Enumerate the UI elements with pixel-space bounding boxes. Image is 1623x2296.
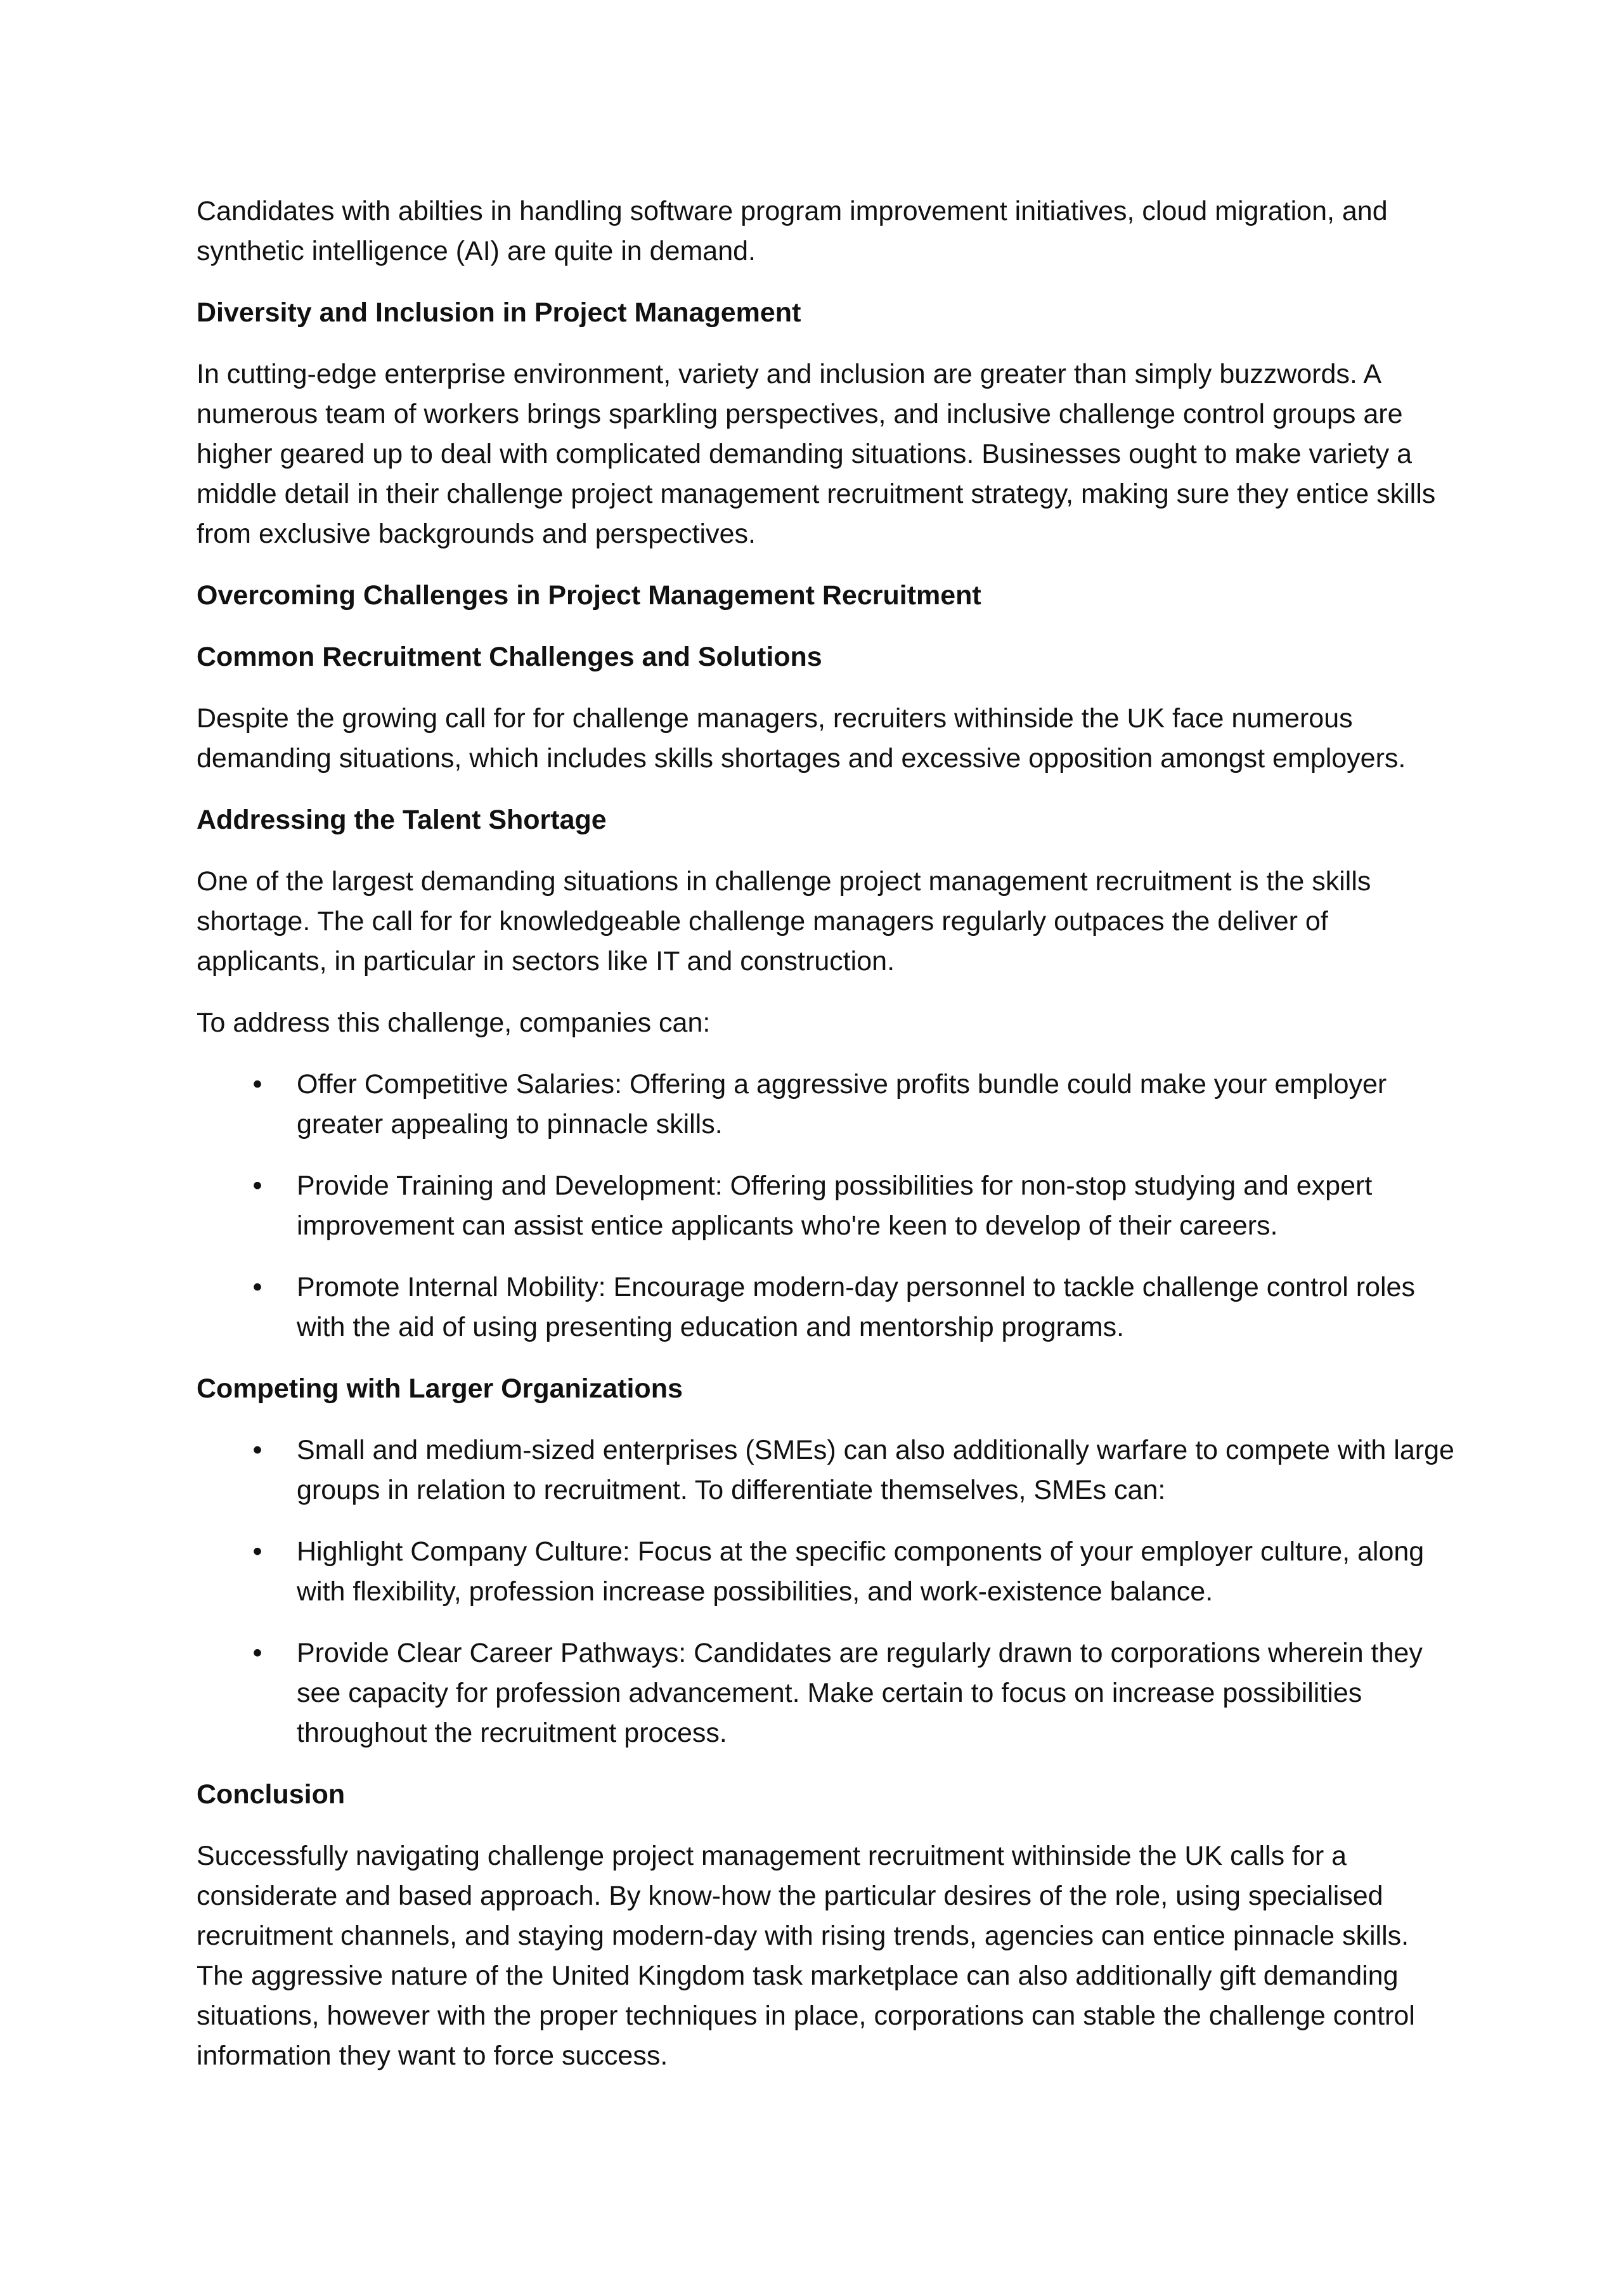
heading-competing: Competing with Larger Organizations [197,1373,683,1404]
paragraph-talent-shortage: One of the largest demanding situations in challenge project management recruitment is the skills shortage. The call for for knowledgeable challenge managers regularly outpaces the deliver of applicants, in particular in sectors like IT and construction. [197,866,1371,976]
bullet-icon: • [252,1536,262,1567]
list-item-text: Provide Training and Development: Offering possibilities for non-stop studying and expert improvement can assist entice applicants who're keen to develop of their careers. [297,1171,1373,1241]
document-body [197,191,1458,2098]
paragraph-common-challenges: Despite the growing call for for challenge managers, recruiters withinside the UK face numerous demanding situations, which includes skills shortages and excessive opposition amongst employers. [197,703,1406,774]
paragraph-intro: Candidates with abilties in handling software program improvement initiatives, cloud migration, and synthetic intelligence (AI) are quite in demand. [197,196,1388,266]
heading-common-challenges: Common Recruitment Challenges and Solutions [197,642,822,672]
heading-talent-shortage: Addressing the Talent Shortage [197,805,607,835]
heading-conclusion: Conclusion [197,1779,346,1810]
list-item [197,1166,1458,1246]
bullet-icon: • [252,1171,262,1201]
bullet-icon: • [252,1272,262,1302]
list-item [197,1268,1458,1347]
list-item [197,1532,1458,1612]
bullet-icon: • [252,1638,262,1668]
bullet-icon: • [252,1435,262,1465]
heading-overcoming-challenges: Overcoming Challenges in Project Management Recruitment [197,580,981,611]
list-item [197,1065,1458,1145]
list-item [197,1430,1458,1510]
list-item-text: Small and medium-sized enterprises (SMEs) can also additionally warfare to compete with large groups in relation to recruitment. To differentiate themselves, SMEs can: [297,1435,1454,1505]
list-talent-strategies [197,1065,1458,1347]
list-item-text: Highlight Company Culture: Focus at the specific components of your employer culture, along with flexibility, profession increase possibilities, and work-existence balance. [297,1536,1425,1607]
paragraph-diversity: In cutting-edge enterprise environment, variety and inclusion are greater than simply buzzwords. A numerous team of workers brings sparkling perspectives, and inclusive challenge control groups are higher geared up to deal with complicated demanding situations. Businesses ought to make variety a middle detail in their challenge project management recruitment strategy, making sure they entice skills from exclusive backgrounds and perspectives. [197,359,1436,549]
list-item [197,1633,1458,1753]
list-item-text: Provide Clear Career Pathways: Candidates are regularly drawn to corporations wherein they see capacity for profession advancement. Make certain to focus on increase possibilities throughout the recruitment process. [297,1638,1423,1748]
heading-diversity: Diversity and Inclusion in Project Management [197,297,801,328]
bullet-icon: • [252,1069,262,1099]
list-sme-strategies [197,1430,1458,1753]
list-item-text: Promote Internal Mobility: Encourage modern-day personnel to tackle challenge control roles with the aid of using presenting education and mentorship programs. [297,1272,1415,1342]
paragraph-address-challenge: To address this challenge, companies can: [197,1008,711,1038]
list-item-text: Offer Competitive Salaries: Offering a aggressive profits bundle could make your employer greater appealing to pinnacle skills. [297,1069,1387,1139]
paragraph-conclusion: Successfully navigating challenge project management recruitment withinside the UK calls for a considerate and based approach. By know-how the particular desires of the role, using specialised recruitment channels, and staying modern-day with rising trends, agencies can entice pinnacle skills. The aggressive nature of the United Kingdom task marketplace can also additionally gift demanding situations, however with the proper techniques in place, corporations can stable the challenge control information they want to force success. [197,1841,1415,2071]
